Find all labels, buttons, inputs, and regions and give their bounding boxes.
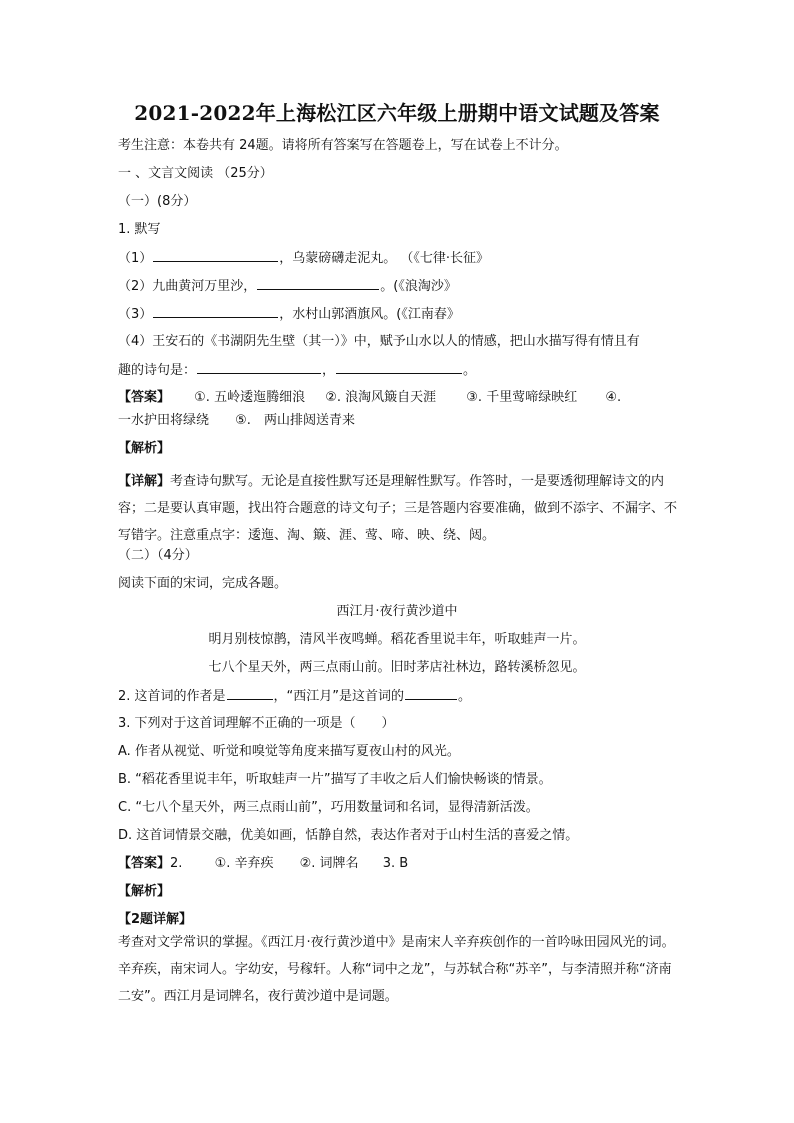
poem-title: 西江月·夜行黄沙道中 bbox=[336, 604, 458, 619]
option-c: C. “七八个星天外，两三点雨山前”，巧用数量词和名词，显得清新活泼。 bbox=[118, 800, 539, 815]
answer-item: ⑤. 两山排闼送青来 bbox=[235, 413, 355, 428]
reading-instruction: 阅读下面的宋词，完成各题。 bbox=[118, 576, 288, 591]
document-title: 2021-2022年上海松江区六年级上册期中语文试题及答案 bbox=[134, 101, 660, 125]
answer-1-line2 bbox=[118, 412, 678, 430]
part-heading: （一）(8分） bbox=[118, 194, 197, 209]
answer-item: ④. bbox=[605, 390, 622, 405]
detail-paragraph-1 bbox=[118, 468, 678, 549]
question-3: 3. 下列对于这首词理解不正确的一项是（ ） bbox=[118, 716, 395, 731]
question-2 bbox=[118, 687, 678, 706]
answer-blank bbox=[405, 687, 457, 700]
separator: ， bbox=[322, 363, 336, 378]
answer-label: 【答案】 bbox=[118, 390, 171, 405]
item-text-end: 。(《浪淘沙》 bbox=[380, 279, 457, 294]
answer-blank bbox=[336, 361, 462, 374]
item-end: 。 bbox=[458, 689, 472, 704]
item-number: （1） bbox=[118, 251, 153, 266]
answer-item: 2. bbox=[170, 856, 183, 871]
answer-item: ①. 五岭逶迤腾细浪 bbox=[194, 390, 306, 405]
answer-item: ②. 词牌名 bbox=[299, 856, 359, 871]
item-text: ，水村山郭酒旗风。(《江南春》 bbox=[279, 307, 460, 322]
question-1: 1. 默写 bbox=[118, 222, 161, 237]
question-1-1 bbox=[118, 249, 678, 268]
answer-item: ③. 千里莺啼绿映红 bbox=[466, 390, 578, 405]
detail-text: 考查诗句默写。无论是直接性默写还是理解性默写。作答时，一是要透彻理解诗文的内容；二是要认真审题，找出符合题意的诗文句子；三是答题内容要准确，做到不添字、不漏字、不写错字。注意重点字：逶迤、淘、簸、涯、莺、啼、映、绕、闼。 bbox=[118, 474, 678, 543]
part-heading-2: （二）（4分） bbox=[118, 548, 198, 563]
item-text: 趣的诗句是： bbox=[118, 363, 197, 378]
answer-item: ①. 辛弃疾 bbox=[214, 856, 274, 871]
poem-line: 七八个星天外，两三点雨山前。旧时茅店社林边，路转溪桥忽见。 bbox=[208, 660, 586, 675]
detail-paragraph-2: 考查对文学常识的掌握。《西江月·夜行黄沙道中》是南宋人辛弃疾创作的一首吟咏田园风光的词。辛弃疾，南宋词人。字幼安，号稼轩。人称“词中之龙”，与苏轼合称“苏辛”，与李清照并称“济南二安”。西江月是词牌名，夜行黄沙道中是词题。 bbox=[118, 935, 675, 1004]
answer-item: 一水护田将绿绕 bbox=[118, 413, 210, 428]
section-heading: 一 、文言文阅读 （25分） bbox=[118, 166, 273, 181]
exam-notice: 考生注意：本卷共有 24题。请将所有答案写在答题卷上，写在试卷上不计分。 bbox=[118, 138, 568, 153]
answer-1-line1 bbox=[118, 389, 678, 407]
question-1-4-line2 bbox=[118, 361, 678, 380]
answer-blank bbox=[153, 249, 278, 262]
item-number: （3） bbox=[118, 307, 153, 322]
answer-2 bbox=[118, 855, 678, 873]
answer-blank bbox=[197, 361, 321, 374]
option-d: D. 这首词情景交融，优美如画，恬静自然，表达作者对于山村生活的喜爱之情。 bbox=[118, 828, 579, 843]
item-text: ，乌蒙磅礴走泥丸。 （《七律·长征》 bbox=[279, 251, 490, 266]
answer-blank bbox=[257, 277, 379, 290]
analysis-heading: 【解析】 bbox=[118, 441, 171, 456]
item-text: ，“西江月”是这首词的 bbox=[273, 689, 405, 704]
answer-item: 3. B bbox=[382, 856, 409, 871]
item-text: （2）九曲黄河万里沙， bbox=[118, 279, 257, 294]
detail-label: 【详解】 bbox=[118, 474, 171, 489]
answer-item: ②. 浪淘风簸自天涯 bbox=[325, 390, 437, 405]
question-1-2 bbox=[118, 277, 678, 296]
detail-heading-2: 【2题详解】 bbox=[118, 912, 193, 927]
analysis-heading-2: 【解析】 bbox=[118, 884, 171, 899]
question-1-4-line1: （4）王安石的《书湖阴先生壁（其一）》中，赋予山水以人的情感，把山水描写得有情且有 bbox=[118, 334, 640, 349]
answer-blank bbox=[153, 305, 278, 318]
item-text: 2. 这首词的作者是 bbox=[118, 689, 226, 704]
item-end: 。 bbox=[463, 363, 477, 378]
answer-label: 【答案】 bbox=[118, 856, 171, 871]
poem-line: 明月别枝惊鹊，清风半夜鸣蝉。稻花香里说丰年，听取蛙声一片。 bbox=[208, 632, 586, 647]
option-b: B. “稻花香里说丰年，听取蛙声一片”描写了丰收之后人们愉快畅谈的情景。 bbox=[118, 772, 552, 787]
answer-blank bbox=[227, 687, 273, 700]
question-1-3 bbox=[118, 305, 678, 324]
option-a: A. 作者从视觉、听觉和嗅觉等角度来描写夏夜山村的风光。 bbox=[118, 744, 460, 759]
